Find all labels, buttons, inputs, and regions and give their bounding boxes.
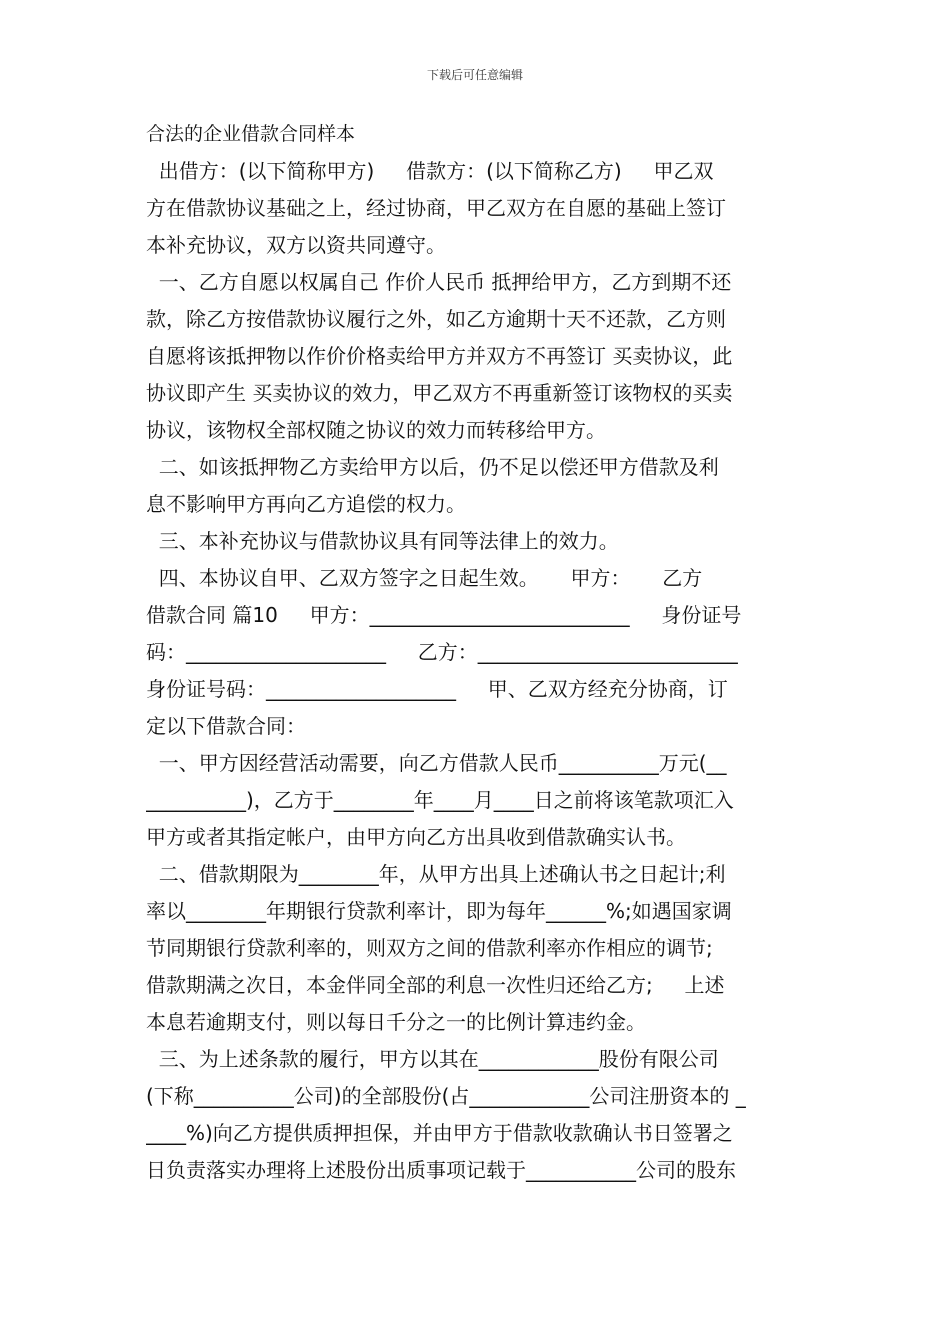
text-line: 一、甲方因经营活动需要，向乙方借款人民币__________万元(__: [146, 751, 727, 775]
page-header: 下载后可任意编辑: [426, 68, 523, 82]
text-line: 借款合同 篇10 甲方：__________________________ 身份证号: [146, 603, 742, 627]
text-line: 节同期银行贷款利率的，则双方之间的借款利率亦作相应的调节;: [146, 936, 713, 960]
text-line: ____%)向乙方提供质押担保，并由甲方于借款收款确认书日签署之: [146, 1121, 733, 1145]
text-line: 本息若逾期支付，则以每日千分之一的比例计算违约金。: [146, 1010, 646, 1034]
text-line: 码：____________________ 乙方：__________________________: [146, 640, 738, 664]
text-line: 出借方：(以下简称甲方) 借款方：(以下简称乙方) 甲乙双: [146, 159, 714, 183]
text-line: 日负责落实办理将上述股份出质事项记载于___________公司的股东: [146, 1158, 736, 1182]
text-line: 甲方或者其指定帐户，由甲方向乙方出具收到借款确实认书。: [146, 825, 686, 849]
text-line: 协议，该物权全部权随之协议的效力而转移给甲方。: [146, 418, 606, 442]
text-line: __________)，乙方于________年____月____日之前将该笔款项汇入: [146, 788, 734, 812]
text-line: 协议即产生 买卖协议的效力，甲乙双方不再重新签订该物权的买卖: [146, 381, 733, 405]
text-line: 借款期满之次日，本金伴同全部的利息一次性归还给乙方; 上述: [146, 973, 725, 997]
text-line: 息不影响甲方再向乙方追偿的权力。: [146, 492, 466, 516]
text-line: 款，除乙方按借款协议履行之外，如乙方逾期十天不还款，乙方则: [146, 307, 726, 331]
text-line: 率以________年期银行贷款利率计，即为每年______%;如遇国家调: [146, 899, 732, 923]
text-line: 一、乙方自愿以权属自己 作价人民币 抵押给甲方，乙方到期不还: [146, 270, 732, 294]
text-line: 三、为上述条款的履行，甲方以其在____________股份有限公司: [146, 1047, 719, 1071]
paragraph-lines: [146, 153, 808, 1189]
document-title: 合法的企业借款合同样本: [146, 123, 356, 145]
text-line: 定以下借款合同：: [146, 714, 306, 738]
text-line: 二、如该抵押物乙方卖给甲方以后，仍不足以偿还甲方借款及利: [146, 455, 719, 479]
text-line: 三、本补充协议与借款协议具有同等法律上的效力。: [146, 529, 619, 553]
text-line: 本补充协议，双方以资共同遵守。: [146, 233, 446, 257]
document-body: [146, 116, 808, 1189]
text-line: (下称__________公司)的全部股份(占____________公司注册资本的 _: [146, 1084, 746, 1108]
text-line: 四、本协议自甲、乙双方签字之日起生效。 甲方： 乙方: [146, 566, 703, 590]
text-line: 二、借款期限为________年，从甲方出具上述确认书之日起计;利: [146, 862, 726, 886]
text-line: 自愿将该抵押物以作价价格卖给甲方并双方不再签订 买卖协议，此: [146, 344, 733, 368]
text-line: 方在借款协议基础之上，经过协商，甲乙双方在自愿的基础上签订: [146, 196, 726, 220]
text-line: 身份证号码：___________________ 甲、乙双方经充分协商，订: [146, 677, 728, 701]
